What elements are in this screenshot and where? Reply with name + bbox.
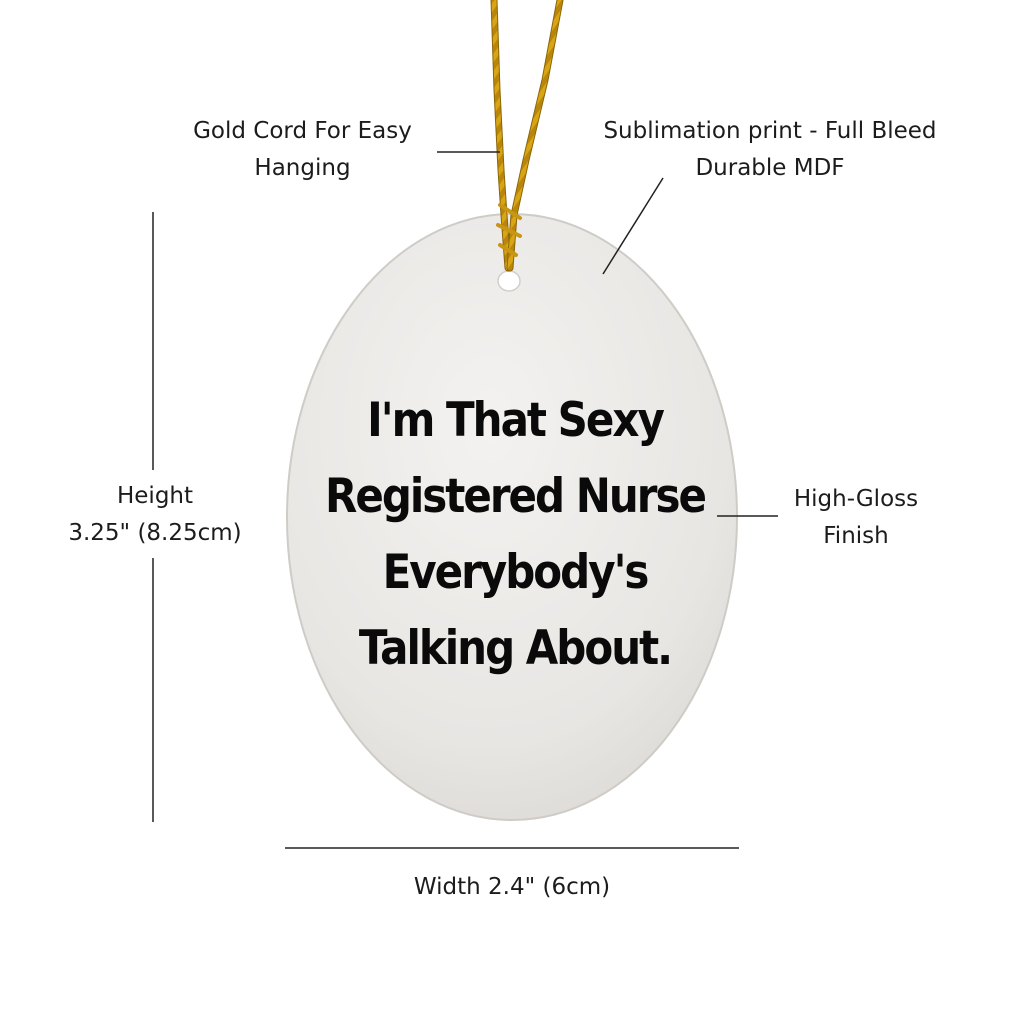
- cord-callout-line: Gold Cord For Easy: [193, 118, 412, 144]
- ornament-slogan: [300, 382, 730, 687]
- print-callout: [570, 113, 970, 187]
- gloss-callout-line: Finish: [823, 523, 889, 549]
- gloss-callout: [760, 481, 952, 555]
- height-callout-line: 3.25" (8.25cm): [68, 520, 242, 546]
- print-leader-line: [603, 178, 663, 274]
- height-callout: [40, 478, 270, 552]
- slogan-line: Registered Nurse: [325, 468, 705, 524]
- height-callout-line: Height: [116, 483, 194, 509]
- slogan-line: I'm That Sexy: [367, 392, 663, 447]
- cord-callout: [160, 113, 445, 187]
- gloss-callout-line: High-Gloss: [793, 486, 919, 512]
- print-callout-line: Sublimation print - Full Bleed: [603, 118, 937, 144]
- width-callout-text: Width 2.4" (6cm): [413, 874, 611, 900]
- hanging-hole: [498, 271, 520, 291]
- slogan-line: Everybody's: [382, 544, 648, 600]
- width-callout: [362, 869, 662, 906]
- cord-callout-line: Hanging: [254, 155, 351, 181]
- print-callout-line: Durable MDF: [695, 155, 845, 181]
- slogan-line: Talking About.: [358, 620, 672, 676]
